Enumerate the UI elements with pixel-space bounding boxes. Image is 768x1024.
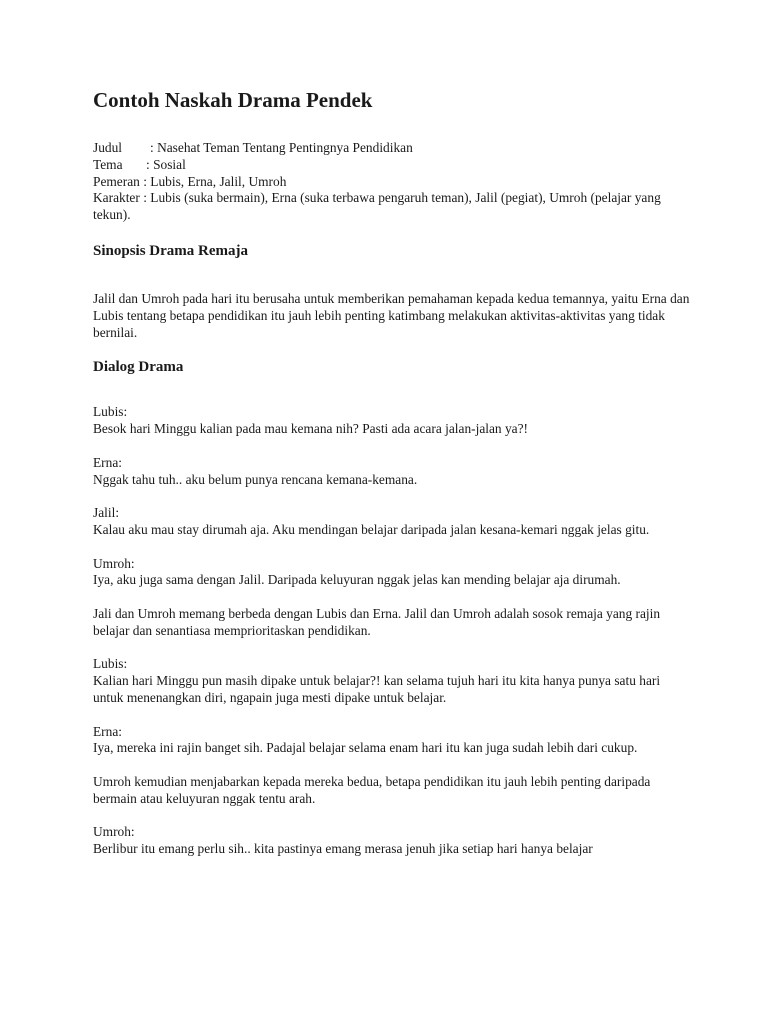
dialog-entry [93, 656, 693, 706]
speaker-name: Umroh: [93, 555, 135, 571]
speaker-name: Lubis: [93, 404, 128, 420]
meta-tema-label: Tema [93, 156, 123, 172]
dialog-line: Kalian hari Minggu pun masih dipake untuk belajar?! kan selama tujuh hari itu kita hanya punya satu hari untuk menenangkan diri, ngapain juga mesti dipake untuk belajar. [93, 673, 661, 705]
document-page [93, 86, 693, 875]
meta-judul-label: Judul [93, 140, 123, 155]
dialog-list [93, 404, 693, 858]
dialog-heading: Dialog Drama [93, 359, 184, 376]
narration-paragraph [93, 774, 693, 808]
speaker-name: Erna: [93, 723, 122, 739]
meta-judul [93, 140, 693, 157]
meta-tema [93, 157, 693, 174]
meta-karakter [93, 190, 693, 224]
meta-pemeran-label: Pemeran [93, 173, 140, 189]
dialog-line: Berlibur itu emang perlu sih.. kita pastinya emang merasa jenuh jika setiap hari hanya belajar [93, 841, 593, 857]
speaker-name: Umroh: [93, 824, 135, 840]
dialog-line: Besok hari Minggu kalian pada mau kemana nih? Pasti ada acara jalan-jalan ya?! [93, 421, 529, 437]
dialog-line: Iya, mereka ini rajin banget sih. Padajal belajar selama enam hari itu kan juga sudah lebih dari cukup. [93, 740, 638, 756]
dialog-line: Kalau aku mau stay dirumah aja. Aku mendingan belajar daripada jalan kesana-kemari nggak jelas gitu. [93, 521, 650, 537]
speaker-name: Lubis: [93, 656, 128, 672]
dialog-entry [93, 404, 693, 438]
dialog-entry [93, 824, 693, 858]
dialog-entry [93, 505, 693, 539]
meta-pemeran-value: : Lubis, Erna, Jalil, Umroh [139, 173, 287, 189]
metadata-block [93, 140, 693, 224]
meta-tema-value: : Sosial [146, 156, 186, 172]
meta-karakter-label: Karakter [93, 190, 140, 206]
dialog-entry [93, 556, 693, 590]
meta-karakter-value: : Lubis (suka bermain), Erna (suka terbawa pengaruh teman), Jalil (pegiat), Umroh (pelajar yang tekun). [93, 190, 661, 223]
narration-line: Umroh kemudian menjabarkan kepada mereka bedua, betapa pendidikan itu jauh lebih penting daripada bermain atau keluyuran nggak tentu arah. [93, 773, 651, 806]
dialog-entry [93, 724, 693, 758]
dialog-line: Iya, aku juga sama dengan Jalil. Daripada keluyuran nggak jelas kan mending belajar aja dirumah. [93, 572, 621, 588]
sinopsis-heading: Sinopsis Drama Remaja [93, 242, 249, 259]
meta-judul-value: : Nasehat Teman Tentang Pentingnya Pendidikan [150, 140, 413, 155]
speaker-name: Erna: [93, 454, 122, 470]
narration-paragraph [93, 606, 693, 640]
dialog-entry [93, 455, 693, 489]
meta-pemeran [93, 174, 693, 191]
dialog-line: Nggak tahu tuh.. aku belum punya rencana kemana-kemana. [93, 471, 418, 487]
narration-line: Jali dan Umroh memang berbeda dengan Lubis dan Erna. Jalil dan Umroh adalah sosok remaja yang rajin belajar dan senantiasa memprioritaskan pendidikan. [93, 605, 661, 638]
sinopsis-paragraph: Jalil dan Umroh pada hari itu berusaha untuk memberikan pemahaman kepada kedua temannya, yaitu Erna dan Lubis tentang betapa pendidikan itu jauh lebih penting katimbang melakukan aktivitas-aktivitas yang tidak bernilai. [93, 290, 690, 340]
document-title: Contoh Naskah Drama Pendek [93, 88, 373, 112]
speaker-name: Jalil: [93, 505, 120, 521]
